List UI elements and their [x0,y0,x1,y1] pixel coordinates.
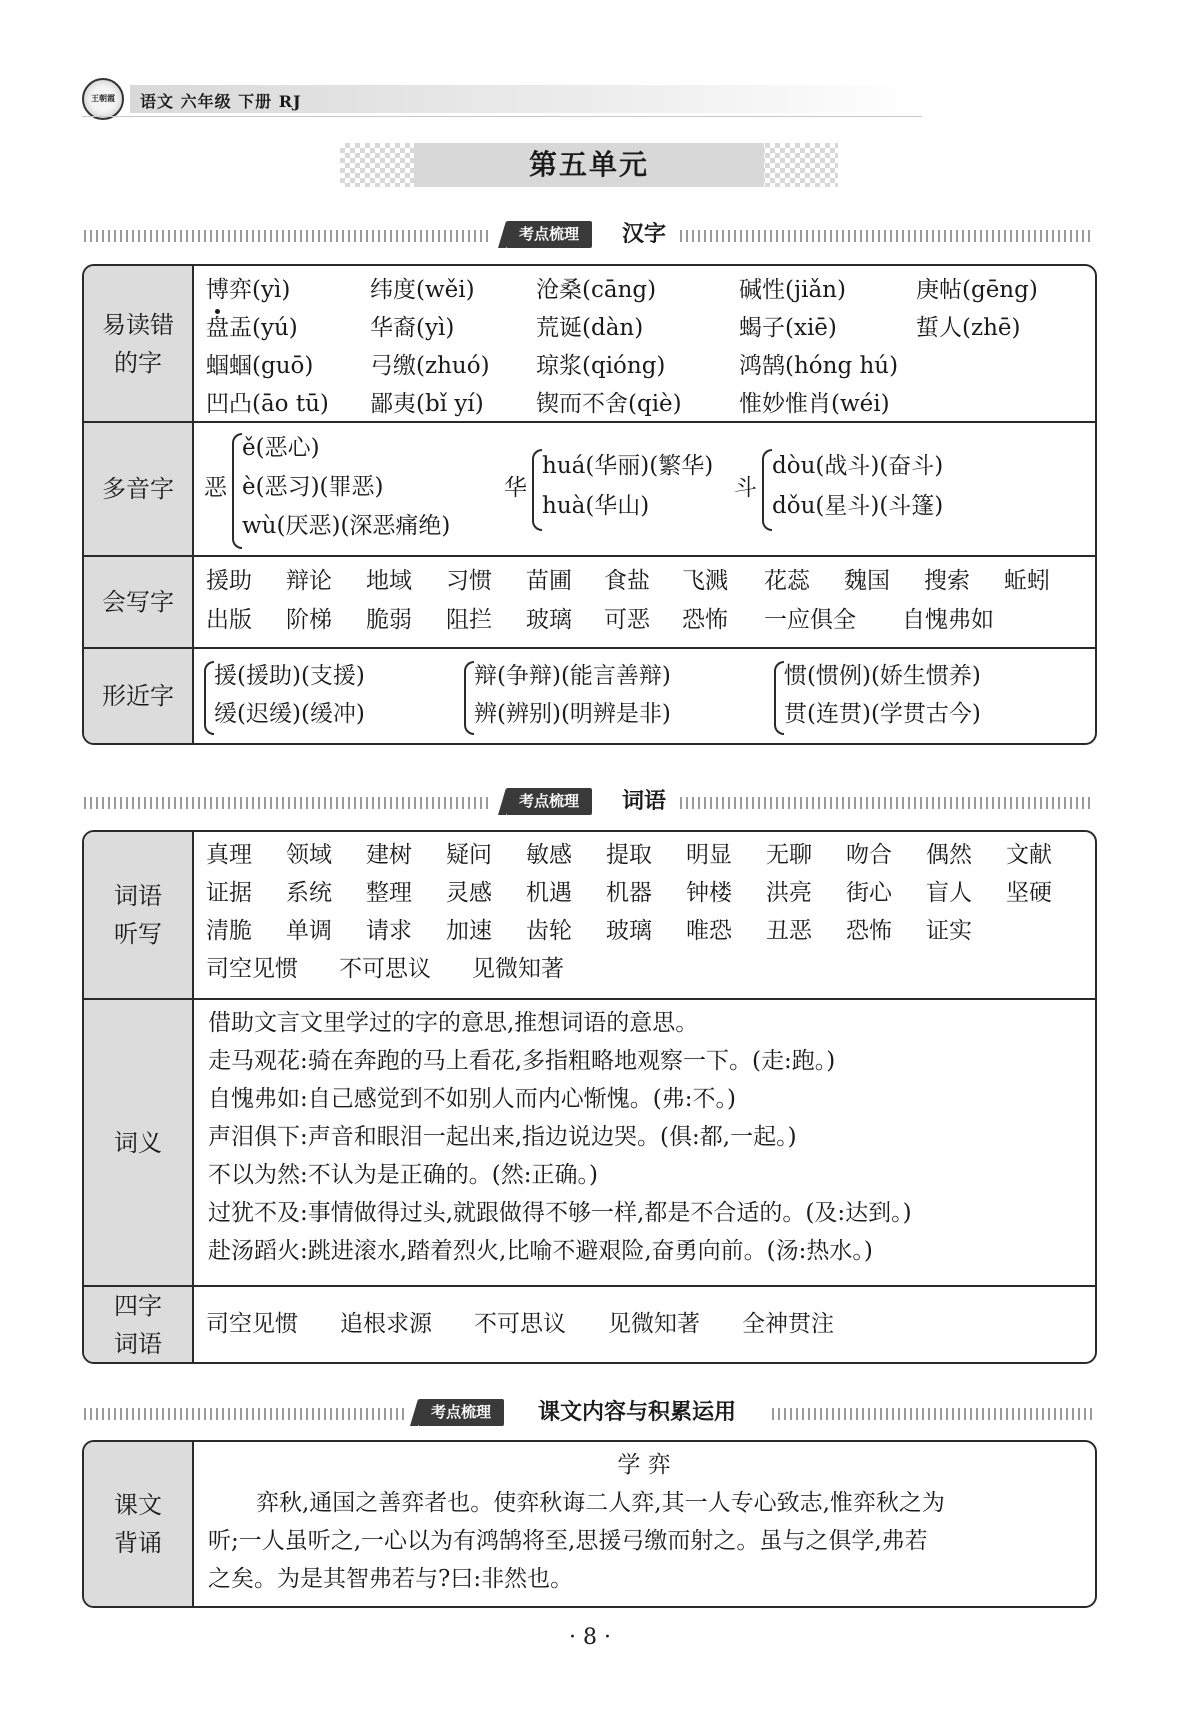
word-item: 机器 [606,880,652,906]
word-item: 惟妙惟肖(wéi) [739,391,890,417]
unit-title-banner [340,143,838,187]
word-item: 机遇 [526,880,572,906]
word-item: 领域 [286,842,332,868]
word-item: 唯恐 [686,918,732,944]
similar-item: 缓(迟缓)(缓冲) [214,701,365,727]
word-item: 习惯 [446,568,492,594]
row-label [84,832,194,998]
word-item: 蝎子(xiē) [739,315,837,341]
unit-title: 第五单元 [414,143,764,187]
row-content [194,1442,1095,1606]
word-item: 偶然 [926,842,972,868]
word-item: 见微知著 [472,956,564,982]
word-item: 司空见惯 [206,1311,298,1337]
row-label: 会写字 [84,557,194,647]
row-label: 形近字 [84,649,194,743]
meaning-line: 不以为然:不认为是正确的。(然:正确。) [208,1162,598,1188]
brace [532,449,542,531]
section-title: 课文内容与积累运用 [538,1400,737,1425]
word-item: 琼浆(qióng) [536,353,666,379]
poly-reading: huá(华丽)(繁华) [542,453,714,479]
word-item: 钟楼 [686,880,732,906]
kewen-table [82,1440,1097,1608]
row-label [84,266,194,421]
word-item: 整理 [366,880,412,906]
word-item: 单调 [286,918,332,944]
word-item: 恐怖 [846,918,892,944]
dash-line-left [84,797,492,809]
poem-title: 学 弈 [617,1452,671,1478]
word-item: 阻拦 [446,607,492,633]
row-label [84,1442,194,1606]
row-content [194,832,1095,998]
word-item: 蜇人(zhē) [916,315,1021,341]
poly-reading: wù(厌恶)(深恶痛绝) [242,513,451,539]
brace [774,661,784,735]
row-label [84,1287,194,1362]
word-item: 脆弱 [366,607,412,633]
label-line: 词语 [114,882,162,910]
word-item: 鸿鹄(hóng hú) [739,353,899,379]
label-line: 听写 [114,920,162,948]
brace [232,433,242,549]
word-item: 荒诞(dàn) [536,315,644,341]
poly-char: 华 [504,475,527,501]
word-item: 加速 [446,918,492,944]
word-item: 明显 [686,842,732,868]
section-header-kewen [82,1396,1098,1430]
row-label: 词义 [84,1000,194,1285]
poly-char: 斗 [734,475,757,501]
brace [204,661,214,735]
word-item: 盘盂(yú) [206,315,298,341]
row-similar-chars [84,647,1095,743]
meaning-line: 声泪俱下:声音和眼泪一起出来,指边说边哭。(俱:都,一起。) [208,1124,797,1150]
word-item: 街心 [846,880,892,906]
word-item: 辩论 [286,568,332,594]
similar-item: 惯(惯例)(娇生惯养) [784,663,981,689]
dash-line-right [680,797,1094,809]
section-header-hanzi [82,218,1098,252]
label-line: 课文 [114,1491,162,1519]
hanzi-table [82,264,1097,745]
word-item: 食盐 [604,568,650,594]
word-item: 搜索 [924,568,970,594]
label-line: 易读错 [102,310,174,339]
book-title: 语文 六年级 下册 RJ [140,92,302,111]
meaning-line: 借助文言文里学过的字的意思,推想词语的意思。 [208,1010,699,1036]
header-divider [82,116,922,117]
section-tag: 考点梳理 [506,221,592,248]
label-line: 背诵 [114,1529,162,1557]
row-content [194,266,1095,421]
poly-reading: dòu(战斗)(奋斗) [772,453,944,479]
word-item: 飞溅 [682,568,728,594]
meaning-line: 过犹不及:事情做得过头,就跟做得不够一样,都是不合适的。(及:达到。) [208,1200,912,1226]
text-line: 之矣。为是其智弗若与?曰:非然也。 [208,1566,574,1592]
row-idioms [84,1285,1095,1362]
poly-reading: è(恶习)(罪恶) [242,474,384,500]
word-item: 不可思议 [339,956,431,982]
dash-line-left [84,230,492,242]
word-item: 苗圃 [526,568,572,594]
word-item: 真理 [206,842,252,868]
word-item: 可恶 [604,607,650,633]
row-recite [84,1442,1095,1606]
word-item: 玻璃 [606,918,652,944]
word-item: 凹凸(āo tū) [206,391,329,417]
word-item: 鄙夷(bǐ yí) [370,391,484,417]
word-item: 花蕊 [764,568,810,594]
word-item: 疑问 [446,842,492,868]
section-header-ciyu [82,785,1098,819]
text-line: 弈秋,通国之善弈者也。使弈秋诲二人弈,其一人专心致志,惟弈秋之为 [256,1490,945,1516]
word-item: 全神贯注 [742,1311,834,1337]
word-item: 证实 [926,918,972,944]
row-polyphonic [84,421,1095,555]
ciyu-table [82,830,1097,1364]
word-item: 纬度(wěi) [370,277,475,303]
row-content [194,1000,1095,1285]
word-item: 无聊 [766,842,812,868]
word-item: 追根求源 [340,1311,432,1337]
row-content [194,557,1095,647]
word-item: 弓缴(zhuó) [370,353,490,379]
word-item: 华裔(yì) [370,315,455,341]
word-item: 玻璃 [526,607,572,633]
word-item: 建树 [366,842,412,868]
word-item: 见微知著 [608,1311,700,1337]
label-line: 的字 [114,348,162,377]
poly-reading: huà(华山) [542,493,650,519]
word-item: 灵感 [446,880,492,906]
poly-char: 恶 [204,475,227,501]
page-header [82,82,922,116]
word-item: 提取 [606,842,652,868]
brace [762,449,772,531]
logo [82,78,124,120]
word-item: 证据 [206,880,252,906]
word-item: 沧桑(cāng) [536,277,657,303]
section-tag: 考点梳理 [506,788,592,815]
row-content [194,423,1095,555]
page-number: · 8 · [569,1625,611,1650]
word-item: 援助 [206,568,252,594]
similar-item: 辨(辨别)(明辨是非) [474,701,671,727]
word-item: 蝈蝈(guō) [206,353,314,379]
row-writable [84,555,1095,647]
word-item: 丑恶 [766,918,812,944]
word-item: 自愧弗如 [902,607,994,633]
section-title: 词语 [622,789,667,814]
word-item: 洪亮 [766,880,812,906]
word-item: 请求 [366,918,412,944]
meaning-line: 走马观花:骑在奔跑的马上看花,多指粗略地观察一下。(走:跑。) [208,1048,836,1074]
word-item: 庚帖(gēng) [916,277,1038,303]
word-item: 蚯蚓 [1004,568,1050,594]
similar-item: 辩(争辩)(能言善辩) [474,663,671,689]
dash-line-right [680,230,1094,242]
similar-item: 援(援助)(支援) [214,663,365,689]
word-item: 敏感 [526,842,572,868]
dash-line-right [772,1408,1094,1420]
brace [464,661,474,735]
word-item: 清脆 [206,918,252,944]
word-item: 地域 [366,568,412,594]
word-item: 司空见惯 [206,956,298,982]
word-item: 博弈(yì) [206,271,290,309]
word-item: 一应俱全 [764,607,856,633]
poly-reading: ě(恶心) [242,435,320,461]
word-item: 碱性(jiǎn) [739,277,846,303]
word-item: 坚硬 [1006,880,1052,906]
logo-text: 王朝霞 [91,93,115,103]
row-dictation [84,832,1095,998]
word-item: 不可思议 [474,1311,566,1337]
row-content [194,1287,1095,1362]
row-label: 多音字 [84,423,194,555]
section-tag: 考点梳理 [418,1399,504,1426]
word-item: 吻合 [846,842,892,868]
word-item: 恐怖 [682,607,728,633]
word-item: 锲而不舍(qiè) [536,391,682,417]
similar-item: 贯(连贯)(学贯古今) [784,701,981,727]
word-item: 文献 [1006,842,1052,868]
word-item: 盲人 [926,880,972,906]
row-content [194,649,1095,743]
label-line: 词语 [114,1329,162,1358]
text-line: 听;一人虽听之,一心以为有鸿鹄将至,思援弓缴而射之。虽与之俱学,弗若 [208,1528,928,1554]
word-item: 魏国 [844,568,890,594]
word-item: 出版 [206,607,252,633]
row-easy-misread [84,266,1095,421]
section-title: 汉字 [622,222,667,247]
word-item: 阶梯 [286,607,332,633]
label-line: 四字 [114,1291,162,1320]
meaning-line: 赴汤蹈火:跳进滚水,踏着烈火,比喻不避艰险,奋勇向前。(汤:热水。) [208,1238,873,1264]
word-item: 系统 [286,880,332,906]
poly-reading: dǒu(星斗)(斗篷) [772,493,944,519]
meaning-line: 自愧弗如:自己感觉到不如别人而内心惭愧。(弗:不。) [208,1086,736,1112]
word-item: 齿轮 [526,918,572,944]
row-meaning [84,998,1095,1285]
dash-line-left [84,1408,404,1420]
